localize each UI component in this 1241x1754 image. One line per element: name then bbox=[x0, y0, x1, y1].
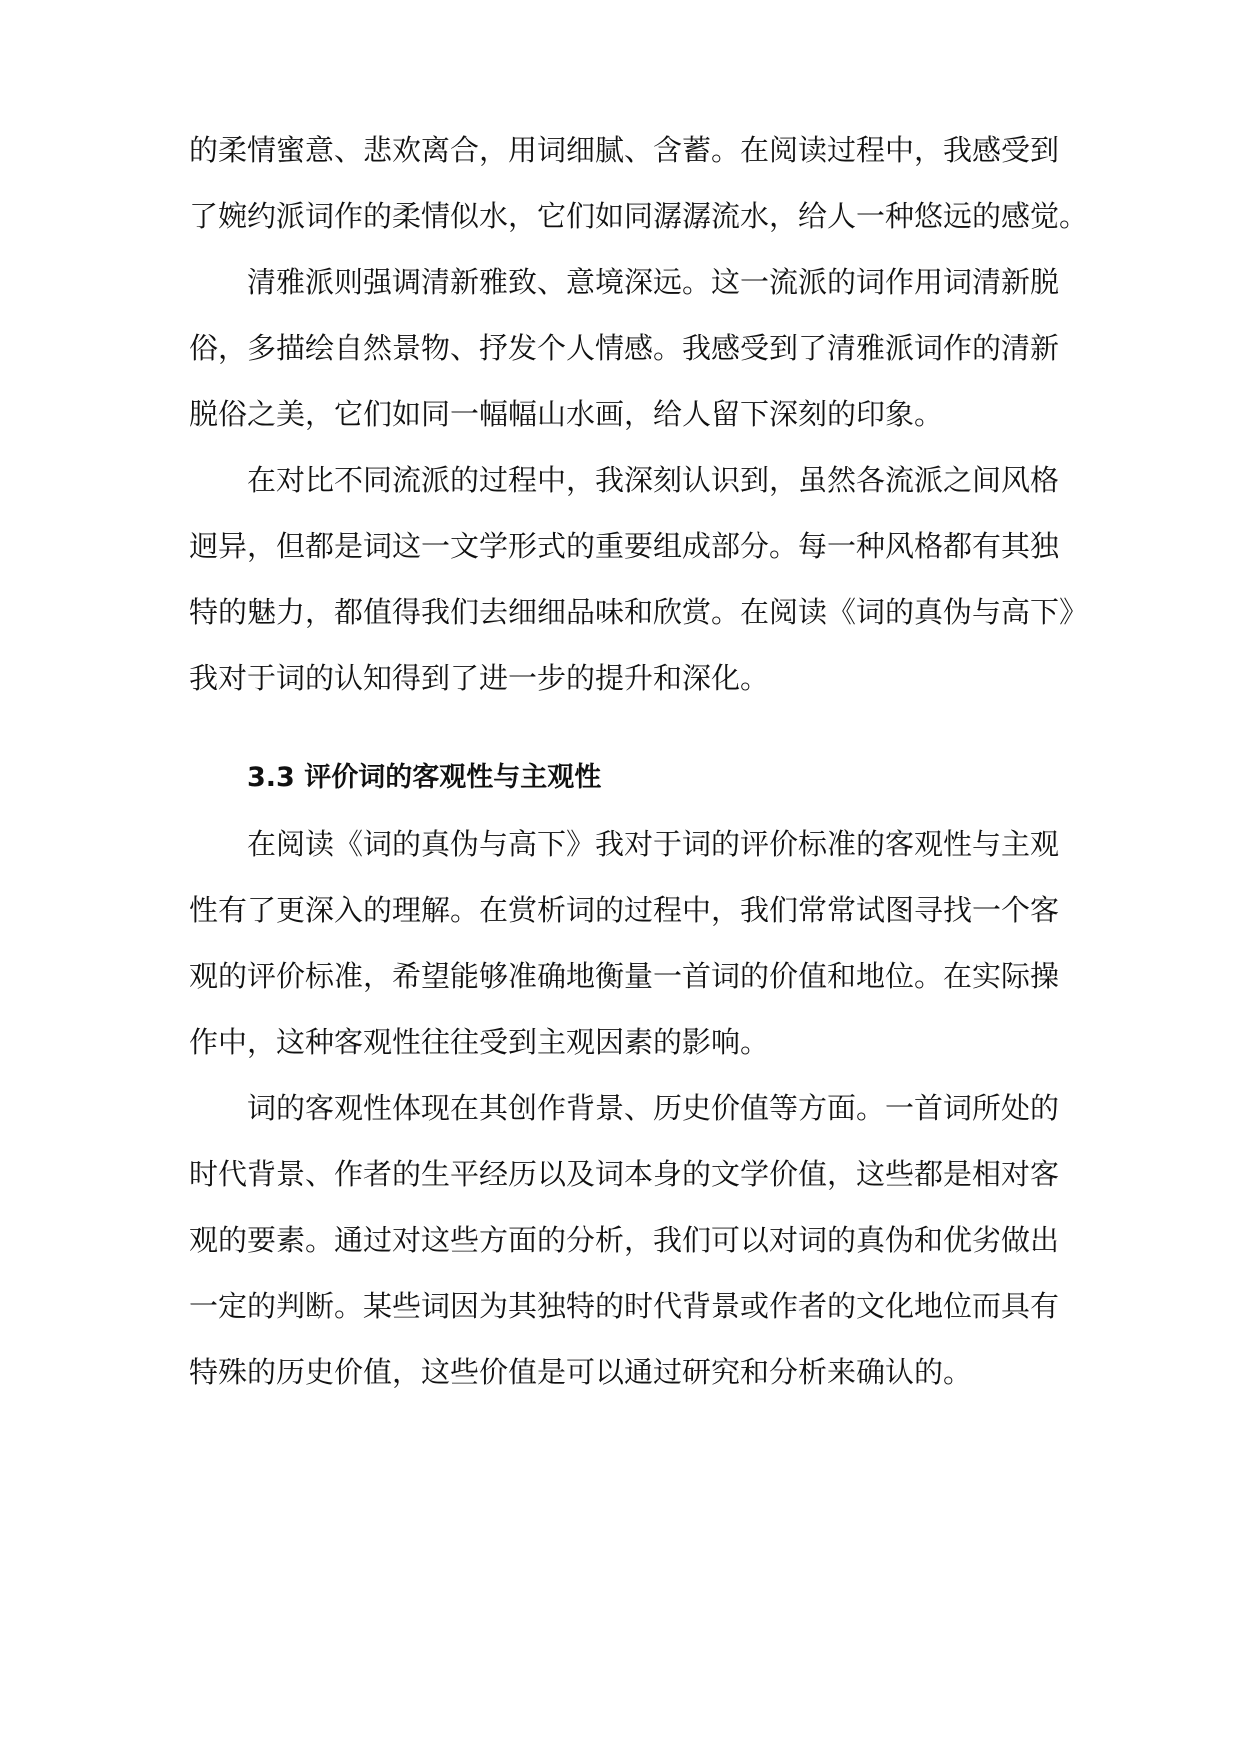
paragraph bbox=[189, 1088, 1059, 1418]
section-heading: 3.3 评价词的客观性与主观性 bbox=[247, 762, 602, 793]
paragraph-line: 我对于词的认知得到了进一步的提升和深化。 bbox=[189, 661, 770, 695]
paragraph-line: 特殊的历史价值，这些价值是可以通过研究和分析来确认的。 bbox=[189, 1355, 973, 1389]
paragraph-line: 脱俗之美，它们如同一幅幅山水画，给人留下深刻的印象。 bbox=[189, 397, 944, 431]
paragraph-line: 清雅派则强调清新雅致、意境深远。这一流派的词作用词清新脱 bbox=[247, 265, 1060, 299]
paragraph-line: 在阅读《词的真伪与高下》我对于词的评价标准的客观性与主观 bbox=[247, 827, 1060, 861]
paragraph-line: 迥异，但都是词这一文学形式的重要组成部分。每一种风格都有其独 bbox=[189, 529, 1060, 563]
paragraph-line: 的柔情蜜意、悲欢离合，用词细腻、含蓄。在阅读过程中，我感受到 bbox=[189, 133, 1060, 167]
paragraph-line: 一定的判断。某些词因为其独特的时代背景或作者的文化地位而具有 bbox=[189, 1289, 1060, 1323]
paragraph bbox=[189, 460, 1089, 724]
paragraph bbox=[189, 130, 1089, 262]
paragraph-line: 俗，多描绘自然景物、抒发个人情感。我感受到了清雅派词作的清新 bbox=[189, 331, 1060, 365]
paragraph bbox=[189, 824, 1059, 1088]
paragraph-line: 作中，这种客观性往往受到主观因素的影响。 bbox=[189, 1025, 770, 1059]
paragraph-line: 观的要素。通过对这些方面的分析，我们可以对词的真伪和优劣做出 bbox=[189, 1223, 1060, 1257]
paragraph-line: 了婉约派词作的柔情似水，它们如同潺潺流水，给人一种悠远的感觉。 bbox=[189, 199, 1089, 233]
document-body bbox=[189, 130, 1089, 1418]
paragraph-line: 特的魅力，都值得我们去细细品味和欣赏。在阅读《词的真伪与高下》 bbox=[189, 595, 1089, 629]
paragraph-line: 性有了更深入的理解。在赏析词的过程中，我们常常试图寻找一个客 bbox=[189, 893, 1060, 927]
paragraph-line: 词的客观性体现在其创作背景、历史价值等方面。一首词所处的 bbox=[247, 1091, 1060, 1125]
paragraph-line: 时代背景、作者的生平经历以及词本身的文学价值，这些都是相对客 bbox=[189, 1157, 1060, 1191]
paragraph-line: 观的评价标准，希望能够准确地衡量一首词的价值和地位。在实际操 bbox=[189, 959, 1060, 993]
paragraph bbox=[189, 262, 1059, 460]
paragraph-line: 在对比不同流派的过程中，我深刻认识到，虽然各流派之间风格 bbox=[247, 463, 1060, 497]
section-spacer bbox=[189, 724, 1059, 758]
